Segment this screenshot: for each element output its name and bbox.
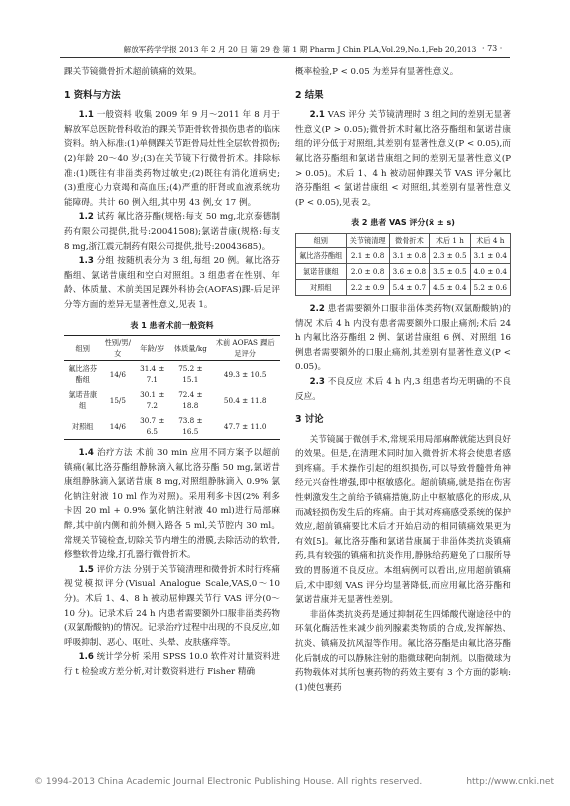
section-heading-discussion: 3 讨论 (295, 414, 324, 426)
right-column (295, 65, 511, 695)
table-1-caption: 表 1 患者术前一般资料 (130, 320, 214, 330)
para-2-3: 2.3 不良反应 术后 4 h 内,3 组患者均无明确的不良反应。 (295, 376, 511, 402)
copyright-text: © 1994-2013 China Academic Journal Electronic Publishing House. All rights reserved. (34, 777, 423, 787)
continued-line: 概率检验,P < 0.05 为差异有显著性意义。 (295, 67, 459, 77)
t1-header: 术前 AOFAS 踝后足评分 (210, 336, 280, 361)
section-heading-results: 2 结果 (295, 89, 324, 101)
table-row: 氟比洛芬酯组 14/6 31.4 ± 7.1 75.2 ± 15.1 49.3 ± 10.5 (68, 364, 267, 385)
table-2 (295, 233, 511, 296)
discussion-para-2: 非甾体类抗炎药是通过抑制花生四烯酸代谢途径中的环氧化酶活性来减少前列腺素类物质的合成,发挥解热、抗炎、镇痛及抗风湿等作用。氟比洛芬酯是由氟比洛芬酯化后制成的可以静脉注射的脂微球靶向制剂。以脂微球为药物载体对其所包裹药物的药效主要有 3 个方面的影响:(1)使包裹药 (295, 609, 511, 693)
para-2-2: 2.2 患者需要额外口服非甾体类药物(双氯酚酸钠)的情况 术后 4 h 内没有患者需要额外口服止痛剂;术后 24 h 内氟比洛芬酯组 2 例、氯诺昔康组 6 例、对照组 16 例患者需要额外的口服止痛剂,其差别有显著性意义(P < 0.05)。 (295, 303, 511, 373)
para-1-1: 1.1 一般资料 收集 2009 年 9 月～2011 年 8 月于解放军总医院骨科收治的踝关节距骨软骨损伤患者的临床资料。纳入标准:(1)单侧踝关节距骨局灶性全层软骨损伤;(2)年龄 20～40 岁;(3)在关节镜下行微骨折术。排除标准:(1)既往有非甾类药物过敏史;(2)既往有消化道病史;(3)重度心力衰竭和高血压;(4)严重的肝肾或血液系统功能障碍。共计 60 例入组,其中男 43 例,女 17 例。 (64, 110, 280, 208)
para-1-2: 1.2 试药 氟比洛芬酯(规格:每支 50 mg,北京泰德制药有限公司提供,批号:20041508);氯诺昔康(规格:每支 8 mg,浙江震元制药有限公司提供,批号:20043685)。 (64, 212, 280, 252)
t2-header: 术后 4 h (470, 233, 510, 247)
running-header: 解放军药学学报 2013 年 2 月 20 日 第 29 卷 第 1 期 Pharm J Chin PLA,Vol.29,No.1,Feb 20,2013 (123, 45, 477, 54)
section-heading-methods: 1 资料与方法 (64, 89, 121, 101)
table-row: 对照组 2.2 ± 0.9 5.4 ± 0.7 4.5 ± 0.4 5.2 ± 0.6 (296, 279, 511, 295)
intro-line: 踝关节镜微骨折术超前镇痛的效果。 (64, 67, 202, 77)
table-2-caption: 表 2 患者 VAS 评分(x̄ ± s) (351, 218, 455, 228)
t1-header: 体质量/kg (170, 336, 210, 361)
table-1 (64, 335, 280, 440)
discussion-para-1: 关节镜属于微创手术,常规采用局部麻醉就能达到良好的效果。但是,在清理术同时加入微骨折术将会使患者感到疼痛。手术操作引起的组织损伤,可以导致骨髓骨角神经元兴奋性增强,即中枢敏感化。超前镇痛,就是指在伤害性刺激发生之前给予镇痛措施,防止中枢敏感化的形成,从而减轻损伤发生后的疼痛。由于其对疼痛感受系统的保护效应,超前镇痛要比术后才开始启动的相同镇痛效果更为有效[5]。氟比洛芬酯和氯诺昔康属于非甾体类抗炎镇痛药,具有较强的镇痛和抗炎作用,静脉给药避免了口服所导致的胃肠道不良反应。本组病例可以看出,应用超前镇痛后,术中即刻 VAS 评分均显著降低,而应用氟比洛芬酯和氯诺昔康并无显著性差别。 (295, 434, 511, 606)
cnki-link[interactable]: http://www.cnki.net (466, 777, 554, 787)
para-1-4: 1.4 治疗方法 术前 30 min 应用不同方案予以超前镇痛(氟比洛芬酯组静脉滴入氟比洛芬酯 50 mg,氯诺昔康组静脉滴入氯诺昔康 8 mg,对照组静脉滴入 0.9% 氯化钠注射液 10 ml 作为对照)。采用利多卡因(2% 利多卡因 20 ml + 0.9% 氯化钠注射液 40 ml)进行局部麻醉,其中前内侧和前外侧入路各 5 ml,关节腔内 30 ml。常规关节镜检查,切除关节内增生的滑膜,去除活动的软骨,修整软骨边缘,打孔器行微骨折术。 (64, 448, 281, 561)
para-1-3: 1.3 分组 按随机表分为 3 组,每组 20 例。氟比洛芬酯组、氯诺昔康组和空白对照组。3 组患者在性别、年龄、体质量、术前美国足踝外科协会(AOFAS)踝-后足评分等方面的差异无显著性意义,见表 1。 (64, 256, 281, 310)
para-1-6: 1.6 统计学分析 采用 SPSS 10.0 软件对计量资料进行 t 检验或方差分析,对计数资料进行 Fisher 精确 (64, 652, 280, 677)
t2-header: 关节镜清理 (346, 233, 389, 247)
t1-header: 性别/男/女 (101, 336, 134, 361)
t1-header: 组别 (64, 336, 101, 361)
t2-header: 微骨折术 (389, 233, 429, 247)
left-column (64, 65, 280, 680)
table-row: 对照组 14/6 30.7 ± 6.5 73.8 ± 16.5 47.7 ± 11.0 (71, 416, 267, 437)
para-1-5: 1.5 评价方法 分别于关节镜清理和微骨折术时行疼痛视觉模拟评分(Visual Analogue Scale,VAS,0～10 分)。术后 1、4、8 h 被动屈伸踝关节行 VAS 评分(0～10 分)。记录术后 24 h 内患者需要额外口服非甾类药物(双氯酚酸钠)的情况。记录治疗过程中出现的不良反应,如呼吸抑制、恶心、呕吐、头晕、皮肤瘙痒等。 (64, 564, 281, 648)
table-row: 氟比洛芬酯组 2.1 ± 0.8 3.1 ± 0.8 2.3 ± 0.5 3.1 ± 0.4 (296, 247, 511, 263)
page-number: · 73 · (482, 44, 503, 53)
table-row: 氯诺昔康组 15/5 30.1 ± 7.2 72.4 ± 18.8 50.4 ± 11.8 (68, 390, 267, 411)
t1-header: 年龄/岁 (134, 336, 170, 361)
para-2-1: 2.1 VAS 评分 关节镜清理时 3 组之间的差别无显著性意义(P > 0.05);微骨折术时氟比洛芬酯组和氯诺昔康组的评分低于对照组,其差别有显著性意义(P < 0.05),而氟比洛芬酯组和氯诺昔康组之间的差别无显著性意义(P > 0.05)。术后 1、4 h 被动屈伸踝关节 VAS 评分氟比洛芬酯组 < 氯诺昔康组 < 对照组,其差别有显著性意义(P < 0.05),见表 2。 (295, 110, 511, 208)
t2-header: 术后 1 h (430, 233, 470, 247)
t2-header: 组别 (296, 233, 347, 247)
header-rule (60, 57, 510, 58)
table-row: 氯诺昔康组 2.0 ± 0.8 3.6 ± 0.8 3.5 ± 0.5 4.0 ± 0.4 (296, 263, 511, 279)
